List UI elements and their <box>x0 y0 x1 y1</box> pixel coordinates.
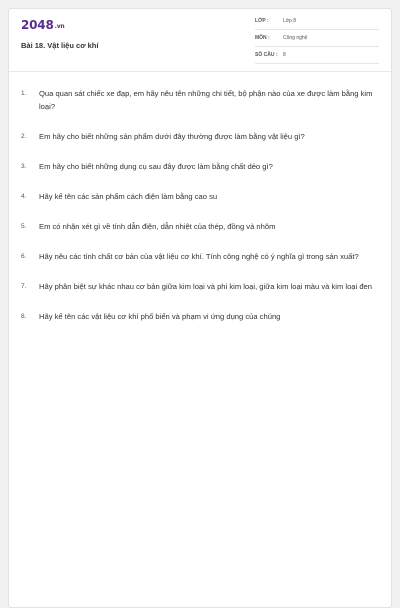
question-text: Hãy nêu các tính chất cơ bản của vật liệu cơ khí. Tính công nghệ có ý nghĩa gì trong sản xuất? <box>39 252 359 261</box>
question-number: 1. <box>21 90 27 97</box>
lesson-title: Bài 18. Vật liệu cơ khí <box>21 41 99 50</box>
logo-text: 2048 <box>21 18 54 32</box>
meta-row-class <box>255 18 379 30</box>
question-number: 2. <box>21 133 27 140</box>
question-item <box>21 130 373 143</box>
question-text: Qua quan sát chiếc xe đạp, em hãy nêu tên những chi tiết, bộ phận nào của xe được làm bằng kim loại? <box>39 89 373 111</box>
question-number: 6. <box>21 253 27 260</box>
question-item <box>21 190 373 203</box>
question-text: Hãy phân biệt sự khác nhau cơ bản giữa kim loại và phi kim loại, giữa kim loại màu và kim loại đen <box>39 282 372 291</box>
worksheet-header <box>9 9 391 72</box>
question-number: 3. <box>21 163 27 170</box>
question-text: Em hãy cho biết những sản phẩm dưới đây thường được làm bằng vật liệu gì? <box>39 132 305 141</box>
meta-label-subject: MÔN : <box>255 35 270 41</box>
meta-label-class: LỚP : <box>255 18 269 24</box>
question-number: 7. <box>21 283 27 290</box>
question-text: Hãy kể tên các vật liệu cơ khí phổ biến và phạm vi ứng dụng của chúng <box>39 312 281 321</box>
site-logo[interactable] <box>21 18 64 32</box>
meta-value-subject: Công nghệ <box>283 35 308 41</box>
question-item <box>21 250 373 263</box>
question-item <box>21 280 373 293</box>
meta-value-class: Lớp 8 <box>283 18 297 24</box>
meta-value-count: 8 <box>283 52 286 58</box>
question-number: 5. <box>21 223 27 230</box>
meta-row-count <box>255 52 379 64</box>
meta-row-subject <box>255 35 379 47</box>
meta-label-count: SỐ CÂU : <box>255 52 278 58</box>
question-text: Em hãy cho biết những dụng cụ sau đây được làm bằng chất dẻo gì? <box>39 162 273 171</box>
worksheet <box>8 8 392 608</box>
logo-suffix: .vn <box>54 23 65 30</box>
question-list <box>21 87 373 340</box>
meta-panel <box>255 18 379 69</box>
question-number: 8. <box>21 313 27 320</box>
question-item <box>21 160 373 173</box>
question-item <box>21 87 373 113</box>
question-text: Hãy kể tên các sản phẩm cách điện làm bằng cao su <box>39 192 218 201</box>
question-item <box>21 310 373 323</box>
question-number: 4. <box>21 193 27 200</box>
question-item <box>21 220 373 233</box>
question-text: Em có nhận xét gì về tính dẫn điện, dẫn nhiệt của thép, đồng và nhôm <box>39 222 276 231</box>
